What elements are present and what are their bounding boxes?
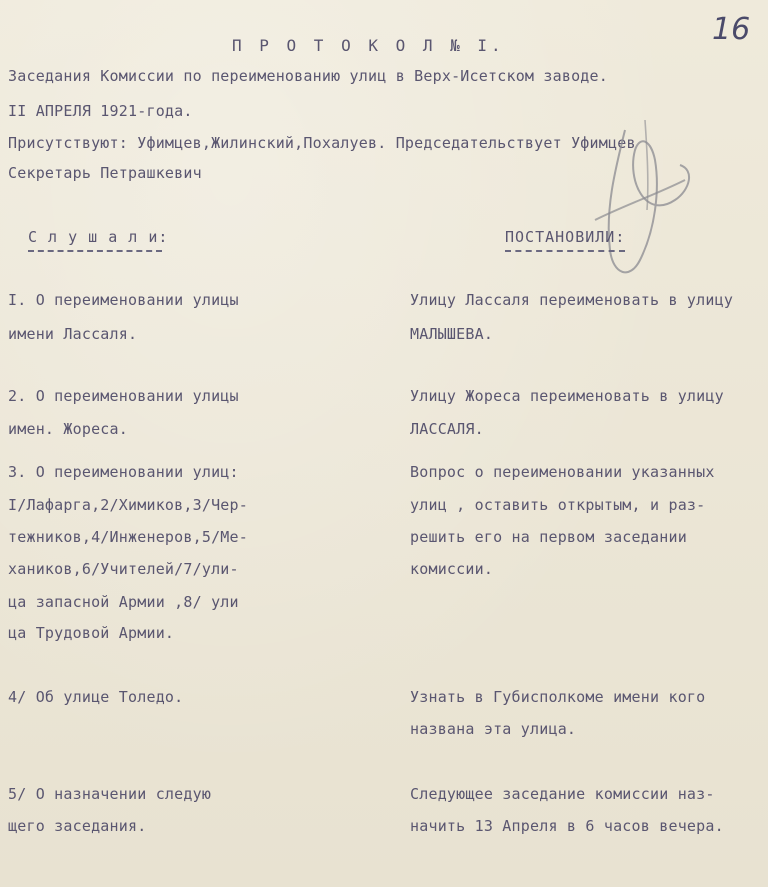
resolved-heading: ПОСТАНОВИЛИ:: [505, 228, 626, 246]
heard-item-1-line-1: I. О переименовании улицы: [8, 291, 239, 309]
heard-item-3-line-2: I/Лафарга,2/Химиков,3/Чер-: [8, 496, 248, 514]
resolved-item-3-line-3: решить его на первом заседании: [410, 528, 687, 546]
resolved-item-2-line-1: Улицу Жореса переименовать в улицу: [410, 387, 724, 405]
heard-item-5-line-1: 5/ О назначении следую: [8, 785, 212, 803]
resolved-item-1-line-1: Улицу Лассаля переименовать в улицу: [410, 291, 734, 309]
heard-item-2-line-2: имен. Жореса.: [8, 420, 128, 438]
resolved-item-1-line-2: МАЛЫШЕВА.: [410, 325, 494, 343]
resolved-item-5-line-1: Следующее заседание комиссии наз-: [410, 785, 715, 803]
resolved-item-5-line-2: начить 13 Апреля в 6 часов вечера.: [410, 817, 724, 835]
resolved-item-3-line-1: Вопрос о переименовании указанных: [410, 463, 715, 481]
heard-item-3-line-6: ца Трудовой Армии.: [8, 624, 175, 642]
heard-item-3-line-5: ца запасной Армии ,8/ ули: [8, 593, 239, 611]
heard-item-2-line-1: 2. О переименовании улицы: [8, 387, 239, 405]
resolved-item-2-line-2: ЛАССАЛЯ.: [410, 420, 484, 438]
heard-item-1-line-2: имени Лассаля.: [8, 325, 138, 343]
meeting-subject: Заседания Комиссии по переименованию улиц в Верх-Исетском заводе.: [8, 67, 608, 85]
resolved-item-3-line-2: улиц , оставить открытым, и раз-: [410, 496, 706, 514]
heard-item-3-line-3: тежников,4/Инженеров,5/Ме-: [8, 528, 248, 546]
page-number: 16: [712, 12, 751, 47]
heard-item-5-line-2: щего заседания.: [8, 817, 147, 835]
heard-item-4-line-1: 4/ Об улице Толедо.: [8, 688, 184, 706]
heard-heading-underline: [28, 250, 162, 252]
meeting-date: II АПРЕЛЯ 1921-года.: [8, 102, 193, 120]
resolved-item-3-line-4: комиссии.: [410, 560, 494, 578]
heard-item-3-line-1: 3. О переименовании улиц:: [8, 463, 239, 481]
signature-scribble: [585, 110, 705, 290]
resolved-heading-underline: [505, 250, 625, 252]
resolved-item-4-line-2: названа эта улица.: [410, 720, 577, 738]
attendees: Присутствуют: Уфимцев,Жилинский,Похалуев. Председательствует Уфимцев: [8, 134, 636, 152]
heard-heading: С л у ш а л и:: [28, 228, 169, 246]
resolved-item-4-line-1: Узнать в Губисполкоме имени кого: [410, 688, 706, 706]
secretary: Секретарь Петрашкевич: [8, 164, 202, 182]
document-title: П Р О Т О К О Л № I.: [232, 36, 505, 55]
heard-item-3-line-4: хаников,6/Учителей/7/ули-: [8, 560, 239, 578]
